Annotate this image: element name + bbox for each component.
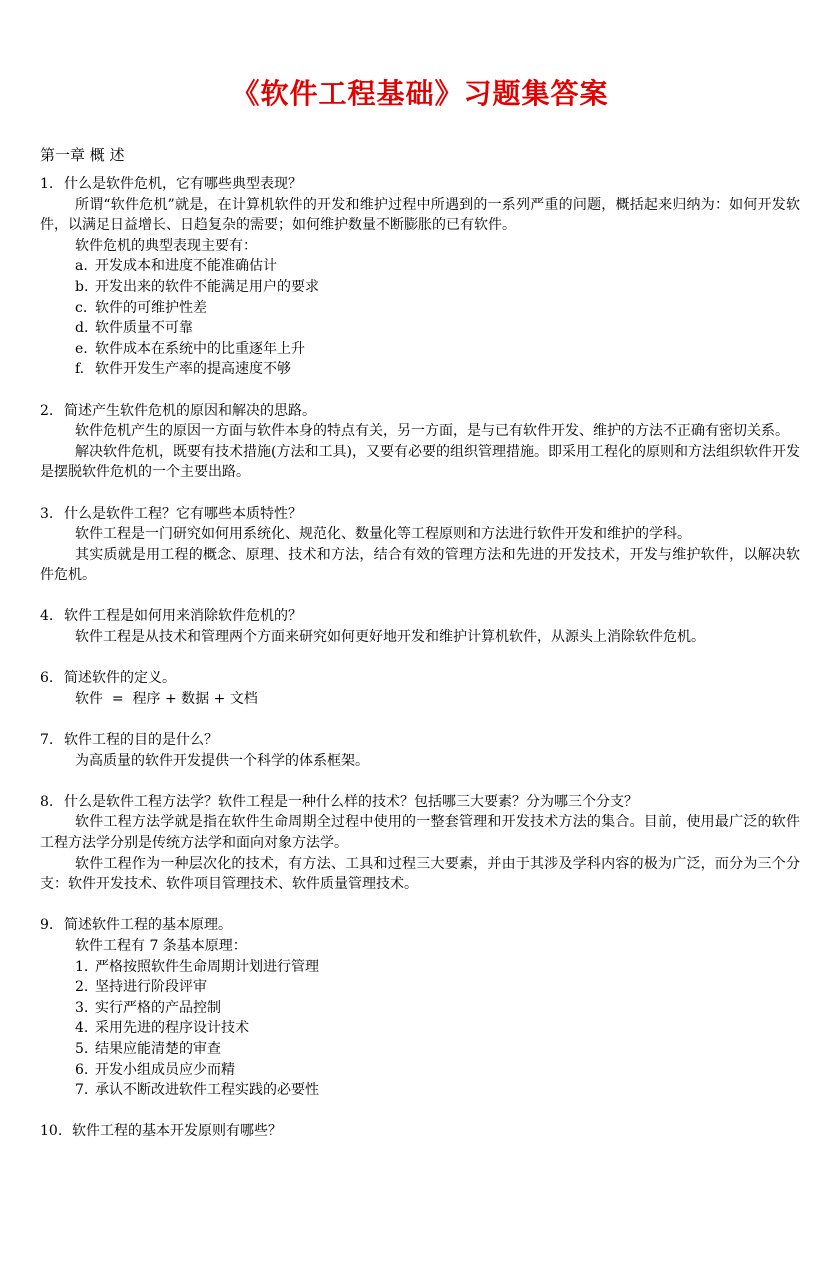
question-number: 6. bbox=[40, 670, 54, 687]
list-item bbox=[40, 359, 800, 380]
answer-paragraph: 其实质就是用工程的概念、原理、技术和方法，结合有效的管理方法和先进的开发技术，开发与维护软件，以解决软件危机。 bbox=[40, 546, 800, 584]
question-text: 软件工程是如何用来消除软件危机的？ bbox=[64, 608, 302, 625]
list-item bbox=[40, 318, 800, 339]
list-item-text: 坚持进行阶段评审 bbox=[95, 979, 207, 996]
answer-paragraph: 软件危机的典型表现主要有： bbox=[75, 237, 257, 254]
list-marker: 6. bbox=[75, 1061, 89, 1078]
answer-paragraph: 软件工程方法学就是指在软件生命周期全过程中使用的一整套管理和开发技术方法的集合。目前，使用最广泛的软件工程方法学分别是传统方法学和面向对象方法学。 bbox=[40, 814, 800, 851]
list-marker: 5. bbox=[75, 1040, 89, 1057]
answer-paragraph: 软件 = 程序 + 数据 + 文档 bbox=[75, 690, 258, 707]
spacer bbox=[40, 771, 800, 792]
question-1-block bbox=[40, 174, 800, 380]
list-item-text: 软件成本在系统中的比重逐年上升 bbox=[95, 340, 305, 357]
list-item-text: 软件开发生产率的提高速度不够 bbox=[95, 361, 291, 378]
list-item bbox=[40, 298, 800, 319]
list-marker: b. bbox=[75, 278, 89, 295]
question-number: 1. bbox=[40, 176, 54, 192]
list-marker: c. bbox=[75, 299, 88, 316]
list-item bbox=[40, 1080, 800, 1101]
question-text: 软件工程的目的是什么？ bbox=[64, 732, 218, 749]
question-3 bbox=[40, 504, 800, 525]
list-item bbox=[40, 977, 800, 998]
answer-paragraph: 为高质量的软件开发提供一个科学的体系框架。 bbox=[75, 752, 369, 769]
spacer bbox=[40, 1101, 800, 1122]
question-9 bbox=[40, 915, 800, 936]
chapter-heading: 第一章 概 述 bbox=[40, 146, 125, 164]
list-item-text: 承认不断改进软件工程实践的必要性 bbox=[95, 1082, 319, 1099]
answer-paragraph: 软件工程是一门研究如何用系统化、规范化、数量化等工程原则和方法进行软件开发和维护的学科。 bbox=[75, 526, 691, 543]
question-7-block bbox=[40, 730, 800, 771]
question-6 bbox=[40, 668, 800, 689]
question-text: 什么是软件危机，它有哪些典型表现？ bbox=[64, 176, 302, 192]
answer-paragraph: 软件危机产生的原因一方面与软件本身的特点有关，另一方面，是与已有软件开发、维护的方法不正确有密切关系。 bbox=[75, 423, 789, 440]
list-item bbox=[40, 1060, 800, 1081]
answer-paragraph: 解决软件危机，既要有技术措施(方法和工具)，又要有必要的组织管理措施。即采用工程化的原则和方法组织软件开发是摆脱软件危机的一个主要出路。 bbox=[40, 443, 800, 481]
question-6-block bbox=[40, 668, 800, 709]
question-text: 什么是软件工程方法学？软件工程是一种什么样的技术？包括哪三大要素？分为哪三个分支？ bbox=[64, 793, 638, 810]
question-number: 9. bbox=[40, 917, 54, 934]
list-marker: 3. bbox=[75, 999, 89, 1016]
list-item-text: 开发出来的软件不能满足用户的要求 bbox=[95, 278, 319, 295]
question-text: 软件工程的基本开发原则有哪些？ bbox=[72, 1123, 282, 1140]
list-item bbox=[40, 1039, 800, 1060]
question-text: 什么是软件工程？它有哪些本质特性？ bbox=[64, 505, 302, 522]
list-item bbox=[40, 1018, 800, 1039]
answer-paragraph: 所谓“软件危机”就是，在计算机软件的开发和维护过程中所遇到的一系列严重的问题，概括起来归纳为：如何开发软件，以满足日益增长、日趋复杂的需要；如何维护数量不断膨胀的已有软件。 bbox=[40, 196, 800, 234]
spacer bbox=[40, 483, 800, 504]
answer-paragraph: 软件工程是从技术和管理两个方面来研究如何更好地开发和维护计算机软件，从源头上消除软件危机。 bbox=[75, 629, 705, 646]
list-item bbox=[40, 957, 800, 978]
list-item bbox=[40, 277, 800, 298]
question-number: 10. bbox=[40, 1123, 63, 1140]
question-text: 简述软件的定义。 bbox=[64, 670, 176, 687]
question-4-block bbox=[40, 606, 800, 647]
list-item bbox=[40, 998, 800, 1019]
spacer bbox=[40, 895, 800, 916]
document-page bbox=[40, 0, 800, 1263]
list-marker: 4. bbox=[75, 1020, 89, 1037]
question-3-block bbox=[40, 504, 800, 586]
question-number: 2. bbox=[40, 402, 54, 419]
question-number: 4. bbox=[40, 608, 54, 625]
answer-paragraph: 软件工程有 7 条基本原理： bbox=[75, 937, 247, 954]
list-item-text: 开发成本和进度不能准确估计 bbox=[95, 258, 277, 275]
question-2 bbox=[40, 401, 800, 422]
question-number: 7. bbox=[40, 732, 54, 749]
list-item-text: 开发小组成员应少而精 bbox=[95, 1061, 235, 1078]
list-item bbox=[40, 256, 800, 277]
question-number: 8. bbox=[40, 793, 54, 810]
list-marker: 7. bbox=[75, 1082, 89, 1099]
question-10 bbox=[40, 1121, 800, 1142]
spacer bbox=[40, 648, 800, 669]
list-marker: e. bbox=[75, 340, 88, 357]
question-8 bbox=[40, 792, 800, 813]
list-item-text: 严格按照软件生命周期计划进行管理 bbox=[95, 958, 319, 975]
list-marker: 1. bbox=[75, 958, 89, 975]
list-item-text: 实行严格的产品控制 bbox=[95, 999, 221, 1016]
list-marker: a. bbox=[75, 258, 88, 275]
spacer bbox=[40, 709, 800, 730]
document-title: 《软件工程基础》习题集答案 bbox=[231, 77, 609, 110]
list-marker: d. bbox=[75, 320, 89, 337]
spacer bbox=[40, 586, 800, 607]
document-content bbox=[40, 174, 800, 1142]
list-marker: 2. bbox=[75, 979, 89, 996]
question-text: 简述软件工程的基本原理。 bbox=[64, 917, 232, 934]
question-2-block bbox=[40, 401, 800, 483]
list-item bbox=[40, 339, 800, 360]
list-item-text: 采用先进的程序设计技术 bbox=[95, 1020, 249, 1037]
list-item-text: 软件的可维护性差 bbox=[95, 299, 207, 316]
question-9-block bbox=[40, 915, 800, 1100]
question-number: 3. bbox=[40, 505, 54, 522]
question-7 bbox=[40, 730, 800, 751]
question-text: 简述产生软件危机的原因和解决的思路。 bbox=[64, 402, 316, 419]
list-item-text: 结果应能清楚的审查 bbox=[95, 1040, 221, 1057]
question-1 bbox=[40, 174, 800, 195]
spacer bbox=[40, 380, 800, 401]
list-item-text: 软件质量不可靠 bbox=[95, 320, 193, 337]
answer-paragraph: 软件工程作为一种层次化的技术，有方法、工具和过程三大要素，并由于其涉及学科内容的极为广泛，而分为三个分支：软件开发技术、软件项目管理技术、软件质量管理技术。 bbox=[40, 855, 800, 893]
list-marker: f. bbox=[75, 361, 85, 378]
question-8-block bbox=[40, 792, 800, 895]
question-10-block bbox=[40, 1121, 800, 1142]
question-4 bbox=[40, 606, 800, 627]
